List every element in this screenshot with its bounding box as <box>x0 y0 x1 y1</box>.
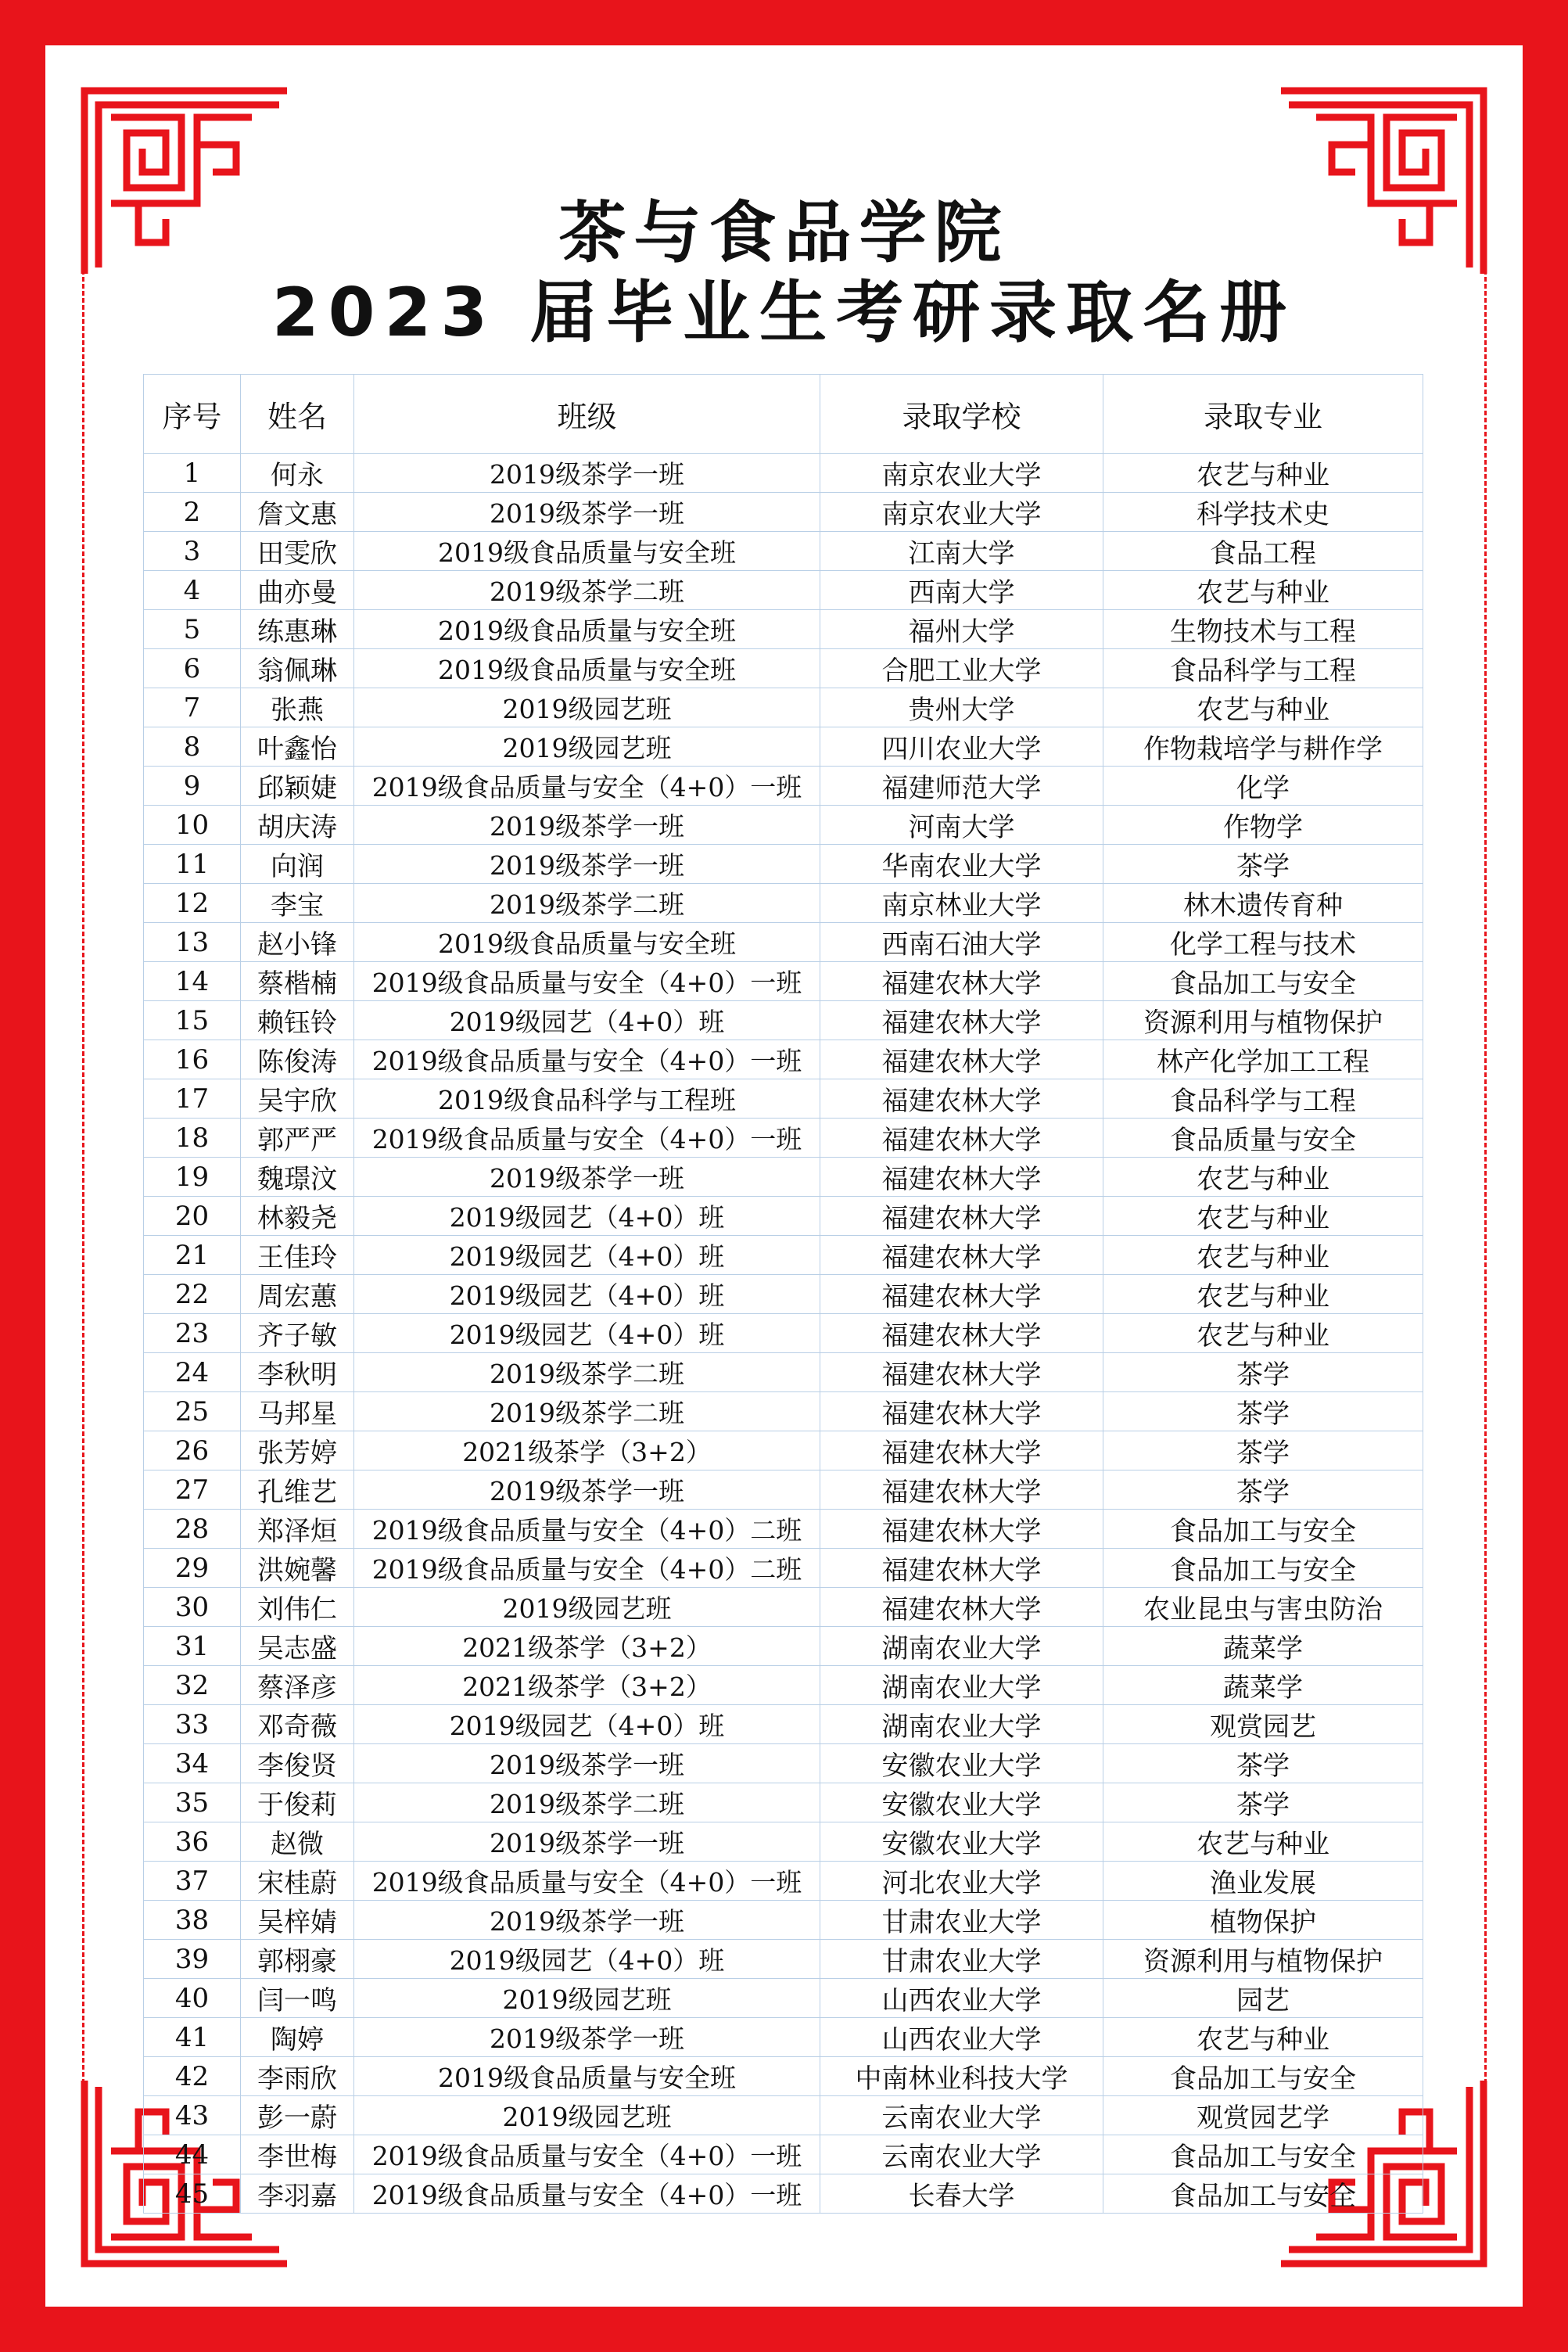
cell-major: 林木遗传育种 <box>1103 884 1423 923</box>
table-row <box>144 1119 1423 1158</box>
cell-index: 5 <box>144 610 241 649</box>
cell-major: 蔬菜学 <box>1103 1627 1423 1666</box>
cell-school: 华南农业大学 <box>820 845 1103 884</box>
cell-school: 西南大学 <box>820 571 1103 610</box>
cell-class: 2019级园艺班 <box>354 1979 820 2018</box>
cell-name: 陈俊涛 <box>241 1040 354 1079</box>
cell-index: 12 <box>144 884 241 923</box>
cell-school: 河北农业大学 <box>820 1862 1103 1901</box>
cell-school: 山西农业大学 <box>820 2018 1103 2057</box>
table-row <box>144 767 1423 806</box>
cell-major: 茶学 <box>1103 1744 1423 1783</box>
cell-major: 茶学 <box>1103 1353 1423 1392</box>
cell-class: 2019级园艺（4+0）班 <box>354 1275 820 1314</box>
cell-index: 43 <box>144 2096 241 2135</box>
cell-class: 2019级食品质量与安全班 <box>354 923 820 962</box>
cell-name: 蔡楷楠 <box>241 962 354 1001</box>
cell-index: 13 <box>144 923 241 962</box>
cell-class: 2019级茶学一班 <box>354 845 820 884</box>
cell-school: 福建农林大学 <box>820 1040 1103 1079</box>
cell-major: 茶学 <box>1103 1783 1423 1822</box>
table-row <box>144 1862 1423 1901</box>
cell-school: 云南农业大学 <box>820 2135 1103 2174</box>
cell-name: 陶婷 <box>241 2018 354 2057</box>
cell-index: 14 <box>144 962 241 1001</box>
cell-school: 合肥工业大学 <box>820 649 1103 688</box>
cell-index: 1 <box>144 454 241 493</box>
cell-index: 20 <box>144 1197 241 1236</box>
cell-name: 吴宇欣 <box>241 1079 354 1119</box>
cell-class: 2019级食品质量与安全班 <box>354 532 820 571</box>
cell-index: 37 <box>144 1862 241 1901</box>
cell-major: 渔业发展 <box>1103 1862 1423 1901</box>
cell-school: 贵州大学 <box>820 688 1103 727</box>
cell-class: 2019级食品质量与安全（4+0）一班 <box>354 1119 820 1158</box>
cell-class: 2019级园艺班 <box>354 727 820 767</box>
cell-index: 35 <box>144 1783 241 1822</box>
header-major: 录取专业 <box>1103 375 1423 454</box>
cell-school: 山西农业大学 <box>820 1979 1103 2018</box>
table-row <box>144 1275 1423 1314</box>
cell-class: 2019级茶学一班 <box>354 493 820 532</box>
cell-school: 福建农林大学 <box>820 1158 1103 1197</box>
cell-class: 2019级园艺（4+0）班 <box>354 1001 820 1040</box>
cell-class: 2019级茶学二班 <box>354 1392 820 1431</box>
cell-name: 蔡泽彦 <box>241 1666 354 1705</box>
cell-major: 食品加工与安全 <box>1103 962 1423 1001</box>
cell-index: 7 <box>144 688 241 727</box>
table-row <box>144 1079 1423 1119</box>
header-name: 姓名 <box>241 375 354 454</box>
cell-school: 福建农林大学 <box>820 1549 1103 1588</box>
cell-major: 农艺与种业 <box>1103 454 1423 493</box>
cell-index: 32 <box>144 1666 241 1705</box>
cell-index: 39 <box>144 1940 241 1979</box>
cell-name: 胡庆涛 <box>241 806 354 845</box>
cell-school: 福建农林大学 <box>820 1314 1103 1353</box>
cell-index: 16 <box>144 1040 241 1079</box>
cell-class: 2019级食品质量与安全（4+0）二班 <box>354 1549 820 1588</box>
table-row <box>144 2174 1423 2214</box>
cell-major: 农艺与种业 <box>1103 571 1423 610</box>
cell-index: 24 <box>144 1353 241 1392</box>
cell-name: 田雯欣 <box>241 532 354 571</box>
cell-index: 33 <box>144 1705 241 1744</box>
cell-name: 魏璟汶 <box>241 1158 354 1197</box>
table-row <box>144 923 1423 962</box>
cell-class: 2019级园艺（4+0）班 <box>354 1197 820 1236</box>
cell-name: 练惠琳 <box>241 610 354 649</box>
cell-index: 21 <box>144 1236 241 1275</box>
cell-index: 45 <box>144 2174 241 2214</box>
cell-name: 李世梅 <box>241 2135 354 2174</box>
cell-name: 彭一蔚 <box>241 2096 354 2135</box>
cell-name: 齐子敏 <box>241 1314 354 1353</box>
cell-major: 食品加工与安全 <box>1103 2174 1423 2214</box>
cell-class: 2019级茶学一班 <box>354 2018 820 2057</box>
cell-name: 李羽嘉 <box>241 2174 354 2214</box>
cell-class: 2019级园艺班 <box>354 2096 820 2135</box>
cell-class: 2019级茶学一班 <box>354 1901 820 1940</box>
cell-major: 食品加工与安全 <box>1103 2135 1423 2174</box>
table-header-row <box>144 375 1423 454</box>
cell-class: 2019级茶学一班 <box>354 454 820 493</box>
header-school: 录取学校 <box>820 375 1103 454</box>
cell-class: 2019级茶学二班 <box>354 884 820 923</box>
table-row <box>144 1549 1423 1588</box>
cell-school: 福建农林大学 <box>820 1470 1103 1510</box>
table-row <box>144 649 1423 688</box>
cell-class: 2019级食品质量与安全班 <box>354 2057 820 2096</box>
cell-major: 植物保护 <box>1103 1901 1423 1940</box>
table-row <box>144 532 1423 571</box>
cell-school: 福建农林大学 <box>820 962 1103 1001</box>
cell-school: 福建农林大学 <box>820 1236 1103 1275</box>
cell-major: 资源利用与植物保护 <box>1103 1001 1423 1040</box>
cell-major: 科学技术史 <box>1103 493 1423 532</box>
cell-name: 郑泽烜 <box>241 1510 354 1549</box>
page-subtitle: 2023 届毕业生考研录取名册 <box>271 274 1297 352</box>
cell-major: 化学工程与技术 <box>1103 923 1423 962</box>
cell-class: 2021级茶学（3+2） <box>354 1666 820 1705</box>
cell-school: 福建农林大学 <box>820 1079 1103 1119</box>
cell-class: 2019级茶学一班 <box>354 1822 820 1862</box>
cell-school: 长春大学 <box>820 2174 1103 2214</box>
cell-major: 食品质量与安全 <box>1103 1119 1423 1158</box>
cell-index: 23 <box>144 1314 241 1353</box>
table-row <box>144 1822 1423 1862</box>
cell-index: 18 <box>144 1119 241 1158</box>
table-row <box>144 1158 1423 1197</box>
cell-major: 茶学 <box>1103 1431 1423 1470</box>
cell-major: 林产化学加工工程 <box>1103 1040 1423 1079</box>
cell-index: 2 <box>144 493 241 532</box>
cell-school: 河南大学 <box>820 806 1103 845</box>
cell-index: 38 <box>144 1901 241 1940</box>
cell-class: 2019级食品科学与工程班 <box>354 1079 820 1119</box>
cell-school: 福建农林大学 <box>820 1392 1103 1431</box>
page-title: 茶与食品学院 <box>558 194 1010 272</box>
table-row <box>144 493 1423 532</box>
table-row <box>144 1901 1423 1940</box>
cell-name: 于俊莉 <box>241 1783 354 1822</box>
cell-name: 邱颖婕 <box>241 767 354 806</box>
cell-index: 28 <box>144 1510 241 1549</box>
cell-name: 李宝 <box>241 884 354 923</box>
cell-class: 2021级茶学（3+2） <box>354 1431 820 1470</box>
cell-index: 30 <box>144 1588 241 1627</box>
cell-name: 马邦星 <box>241 1392 354 1431</box>
cell-class: 2019级园艺（4+0）班 <box>354 1236 820 1275</box>
cell-name: 吴梓婧 <box>241 1901 354 1940</box>
cell-name: 赖钰铃 <box>241 1001 354 1040</box>
cell-name: 吴志盛 <box>241 1627 354 1666</box>
cell-name: 刘伟仁 <box>241 1588 354 1627</box>
cell-major: 作物学 <box>1103 806 1423 845</box>
cell-name: 闫一鸣 <box>241 1979 354 2018</box>
cell-name: 宋桂蔚 <box>241 1862 354 1901</box>
cell-major: 化学 <box>1103 767 1423 806</box>
table-row <box>144 1431 1423 1470</box>
cell-name: 翁佩琳 <box>241 649 354 688</box>
cell-name: 周宏蕙 <box>241 1275 354 1314</box>
cell-class: 2019级食品质量与安全（4+0）一班 <box>354 962 820 1001</box>
cell-class: 2019级食品质量与安全班 <box>354 649 820 688</box>
cell-class: 2019级食品质量与安全（4+0）一班 <box>354 1862 820 1901</box>
cell-index: 31 <box>144 1627 241 1666</box>
cell-class: 2019级园艺（4+0）班 <box>354 1314 820 1353</box>
cell-school: 福建农林大学 <box>820 1119 1103 1158</box>
table-row <box>144 2057 1423 2096</box>
cell-name: 李雨欣 <box>241 2057 354 2096</box>
cell-class: 2019级食品质量与安全（4+0）二班 <box>354 1510 820 1549</box>
cell-school: 四川农业大学 <box>820 727 1103 767</box>
table-row <box>144 1627 1423 1666</box>
cell-index: 4 <box>144 571 241 610</box>
admission-table <box>143 374 1423 2214</box>
cell-major: 食品加工与安全 <box>1103 1510 1423 1549</box>
table-row <box>144 1470 1423 1510</box>
cell-index: 41 <box>144 2018 241 2057</box>
cell-index: 40 <box>144 1979 241 2018</box>
table-body <box>144 454 1423 2214</box>
cell-school: 甘肃农业大学 <box>820 1901 1103 1940</box>
cell-school: 南京农业大学 <box>820 454 1103 493</box>
table-row <box>144 571 1423 610</box>
cell-major: 农艺与种业 <box>1103 1197 1423 1236</box>
cell-school: 福建农林大学 <box>820 1275 1103 1314</box>
table-row <box>144 1392 1423 1431</box>
cell-name: 林毅尧 <box>241 1197 354 1236</box>
cell-major: 园艺 <box>1103 1979 1423 2018</box>
cell-school: 江南大学 <box>820 532 1103 571</box>
cell-index: 27 <box>144 1470 241 1510</box>
header-index: 序号 <box>144 375 241 454</box>
cell-school: 安徽农业大学 <box>820 1783 1103 1822</box>
cell-school: 湖南农业大学 <box>820 1627 1103 1666</box>
cell-major: 食品加工与安全 <box>1103 2057 1423 2096</box>
cell-index: 34 <box>144 1744 241 1783</box>
cell-major: 资源利用与植物保护 <box>1103 1940 1423 1979</box>
cell-major: 茶学 <box>1103 845 1423 884</box>
cell-school: 安徽农业大学 <box>820 1744 1103 1783</box>
table-row <box>144 1588 1423 1627</box>
cell-school: 西南石油大学 <box>820 923 1103 962</box>
cell-class: 2019级茶学一班 <box>354 1158 820 1197</box>
cell-name: 赵微 <box>241 1822 354 1862</box>
cell-name: 赵小锋 <box>241 923 354 962</box>
table-row <box>144 1236 1423 1275</box>
cell-class: 2019级茶学一班 <box>354 1744 820 1783</box>
cell-major: 观赏园艺 <box>1103 1705 1423 1744</box>
cell-school: 南京林业大学 <box>820 884 1103 923</box>
cell-index: 36 <box>144 1822 241 1862</box>
cell-school: 福建师范大学 <box>820 767 1103 806</box>
table-row <box>144 1510 1423 1549</box>
cell-major: 食品科学与工程 <box>1103 649 1423 688</box>
cell-index: 17 <box>144 1079 241 1119</box>
cell-index: 19 <box>144 1158 241 1197</box>
cell-index: 11 <box>144 845 241 884</box>
cell-index: 44 <box>144 2135 241 2174</box>
cell-school: 甘肃农业大学 <box>820 1940 1103 1979</box>
cell-major: 茶学 <box>1103 1470 1423 1510</box>
cell-major: 食品工程 <box>1103 532 1423 571</box>
cell-index: 22 <box>144 1275 241 1314</box>
cell-major: 农艺与种业 <box>1103 1275 1423 1314</box>
cell-name: 洪婉馨 <box>241 1549 354 1588</box>
cell-index: 26 <box>144 1431 241 1470</box>
cell-major: 茶学 <box>1103 1392 1423 1431</box>
cell-index: 6 <box>144 649 241 688</box>
table-row <box>144 806 1423 845</box>
cell-name: 郭栩豪 <box>241 1940 354 1979</box>
cell-name: 王佳玲 <box>241 1236 354 1275</box>
cell-class: 2019级食品质量与安全（4+0）一班 <box>354 767 820 806</box>
cell-name: 邓奇薇 <box>241 1705 354 1744</box>
cell-school: 湖南农业大学 <box>820 1705 1103 1744</box>
cell-name: 李俊贤 <box>241 1744 354 1783</box>
header-class: 班级 <box>354 375 820 454</box>
table-row <box>144 454 1423 493</box>
cell-name: 詹文惠 <box>241 493 354 532</box>
cell-name: 张燕 <box>241 688 354 727</box>
cell-class: 2019级食品质量与安全（4+0）一班 <box>354 1040 820 1079</box>
cell-school: 云南农业大学 <box>820 2096 1103 2135</box>
cell-major: 蔬菜学 <box>1103 1666 1423 1705</box>
cell-name: 向润 <box>241 845 354 884</box>
cell-major: 农艺与种业 <box>1103 2018 1423 2057</box>
cell-class: 2019级食品质量与安全（4+0）一班 <box>354 2135 820 2174</box>
cell-class: 2019级茶学二班 <box>354 1353 820 1392</box>
cell-index: 29 <box>144 1549 241 1588</box>
cell-major: 食品科学与工程 <box>1103 1079 1423 1119</box>
table-row <box>144 1940 1423 1979</box>
cell-major: 农艺与种业 <box>1103 1314 1423 1353</box>
cell-index: 8 <box>144 727 241 767</box>
cell-name: 孔维艺 <box>241 1470 354 1510</box>
cell-name: 何永 <box>241 454 354 493</box>
cell-major: 作物栽培学与耕作学 <box>1103 727 1423 767</box>
table-row <box>144 2018 1423 2057</box>
table-row <box>144 1744 1423 1783</box>
table-row <box>144 2096 1423 2135</box>
table-row <box>144 1001 1423 1040</box>
cell-name: 张芳婷 <box>241 1431 354 1470</box>
cell-major: 观赏园艺学 <box>1103 2096 1423 2135</box>
table-row <box>144 1705 1423 1744</box>
cell-name: 曲亦曼 <box>241 571 354 610</box>
cell-class: 2019级食品质量与安全（4+0）一班 <box>354 2174 820 2214</box>
cell-class: 2019级茶学二班 <box>354 571 820 610</box>
cell-index: 3 <box>144 532 241 571</box>
cell-school: 福建农林大学 <box>820 1001 1103 1040</box>
table-row <box>144 2135 1423 2174</box>
cell-index: 10 <box>144 806 241 845</box>
cell-school: 福建农林大学 <box>820 1431 1103 1470</box>
cell-index: 25 <box>144 1392 241 1431</box>
cell-major: 食品加工与安全 <box>1103 1549 1423 1588</box>
table-row <box>144 1353 1423 1392</box>
cell-school: 安徽农业大学 <box>820 1822 1103 1862</box>
cell-school: 福州大学 <box>820 610 1103 649</box>
cell-class: 2019级园艺（4+0）班 <box>354 1940 820 1979</box>
cell-major: 农业昆虫与害虫防治 <box>1103 1588 1423 1627</box>
cell-school: 南京农业大学 <box>820 493 1103 532</box>
table-row <box>144 1666 1423 1705</box>
table-row <box>144 845 1423 884</box>
cell-name: 郭严严 <box>241 1119 354 1158</box>
cell-class: 2019级园艺班 <box>354 688 820 727</box>
cell-school: 福建农林大学 <box>820 1197 1103 1236</box>
cell-school: 中南林业科技大学 <box>820 2057 1103 2096</box>
cell-school: 湖南农业大学 <box>820 1666 1103 1705</box>
table-row <box>144 1197 1423 1236</box>
cell-index: 9 <box>144 767 241 806</box>
table-row <box>144 962 1423 1001</box>
cell-major: 农艺与种业 <box>1103 1158 1423 1197</box>
table-row <box>144 1979 1423 2018</box>
cell-name: 叶鑫怡 <box>241 727 354 767</box>
table-row <box>144 727 1423 767</box>
cell-class: 2019级食品质量与安全班 <box>354 610 820 649</box>
table-row <box>144 688 1423 727</box>
cell-class: 2019级园艺（4+0）班 <box>354 1705 820 1744</box>
cell-major: 农艺与种业 <box>1103 1236 1423 1275</box>
cell-major: 农艺与种业 <box>1103 688 1423 727</box>
table-row <box>144 1040 1423 1079</box>
table-row <box>144 610 1423 649</box>
cell-school: 福建农林大学 <box>820 1510 1103 1549</box>
cell-name: 李秋明 <box>241 1353 354 1392</box>
cell-class: 2019级茶学一班 <box>354 1470 820 1510</box>
cell-class: 2021级茶学（3+2） <box>354 1627 820 1666</box>
cell-class: 2019级茶学二班 <box>354 1783 820 1822</box>
cell-school: 福建农林大学 <box>820 1353 1103 1392</box>
cell-class: 2019级茶学一班 <box>354 806 820 845</box>
cell-major: 生物技术与工程 <box>1103 610 1423 649</box>
table-row <box>144 1783 1423 1822</box>
table-row <box>144 1314 1423 1353</box>
cell-index: 42 <box>144 2057 241 2096</box>
cell-class: 2019级园艺班 <box>354 1588 820 1627</box>
cell-index: 15 <box>144 1001 241 1040</box>
table-row <box>144 884 1423 923</box>
cell-major: 农艺与种业 <box>1103 1822 1423 1862</box>
cell-school: 福建农林大学 <box>820 1588 1103 1627</box>
